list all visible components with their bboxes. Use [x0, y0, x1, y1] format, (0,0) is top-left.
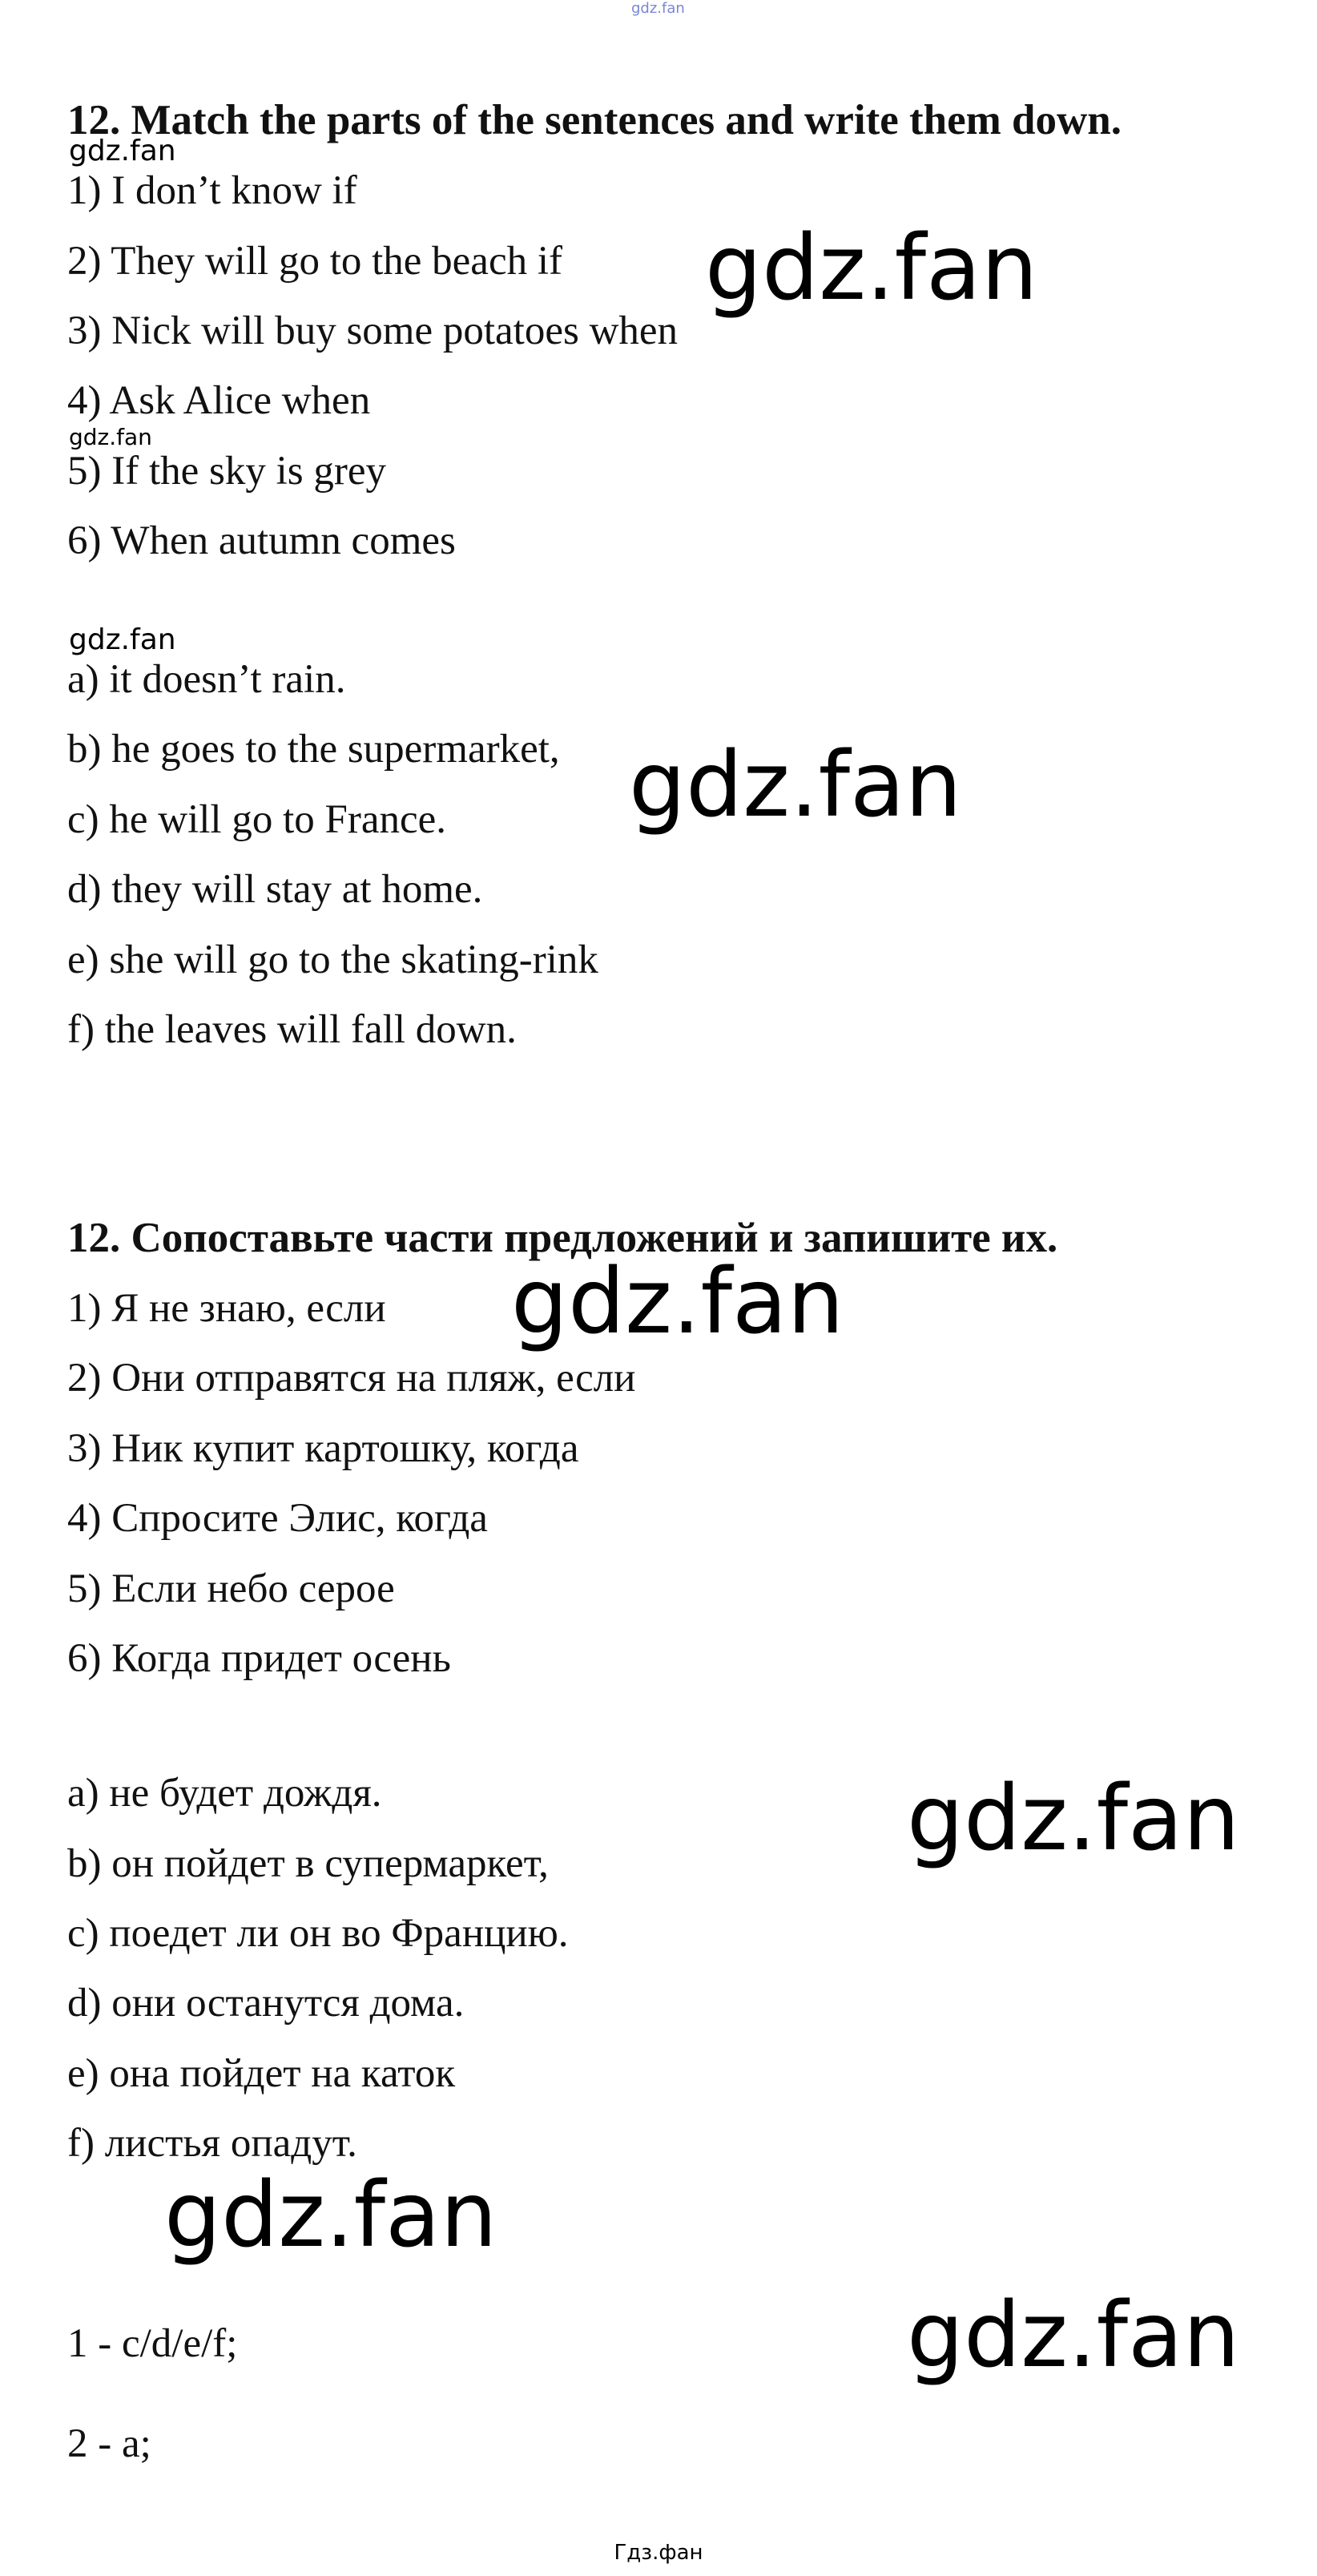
watermark-large: gdz.fan — [164, 2163, 497, 2268]
sentence-ending-c: c) he will go to France. — [67, 797, 447, 842]
watermark-top: gdz.fan — [631, 0, 685, 17]
watermark-large: gdz.fan — [705, 216, 1038, 320]
sentence-ending-ru-f: f) листья опадут. — [67, 2121, 357, 2166]
sentence-start-5: 5) If the sky is grey — [67, 449, 386, 494]
sentence-start-ru-6: 6) Когда придет осень — [67, 1636, 451, 1681]
watermark-large: gdz.fan — [907, 2284, 1240, 2388]
sentence-start-ru-5: 5) Если небо серое — [67, 1566, 395, 1611]
sentence-ending-b: b) he goes to the supermarket, — [67, 727, 560, 772]
footer-watermark: Гдз.фан — [614, 2541, 703, 2565]
sentence-start-ru-2: 2) Они отправятся на пляж, если — [67, 1356, 636, 1401]
watermark-large: gdz.fan — [511, 1250, 844, 1354]
sentence-ending-ru-b: b) он пойдет в супермаркет, — [67, 1841, 549, 1886]
sentence-start-6: 6) When autumn comes — [67, 518, 456, 563]
sentence-start-ru-1: 1) Я не знаю, если — [67, 1286, 386, 1331]
watermark-tiny: gdz.fan — [69, 424, 152, 450]
sentence-ending-ru-e: e) она пойдет на каток — [67, 2051, 456, 2096]
sentence-ending-ru-c: c) поедет ли он во Францию. — [67, 1911, 569, 1956]
exercise-title-russian: 12. Сопоставьте части предложений и запишите их. — [67, 1215, 1058, 1261]
watermark-small: gdz.fan — [69, 135, 176, 167]
sentence-ending-ru-d: d) они останутся дома. — [67, 1981, 465, 2026]
sentence-start-3: 3) Nick will buy some potatoes when — [67, 308, 679, 353]
answer-1: 1 - c/d/e/f; — [67, 2321, 238, 2366]
sentence-start-2: 2) They will go to the beach if — [67, 239, 562, 284]
watermark-large: gdz.fan — [629, 733, 962, 837]
sentence-ending-e: e) she will go to the skating-rink — [67, 937, 598, 982]
sentence-start-ru-4: 4) Спросите Элис, когда — [67, 1496, 488, 1541]
sentence-ending-d: d) they will stay at home. — [67, 867, 483, 912]
sentence-start-ru-3: 3) Ник купит картошку, когда — [67, 1426, 579, 1471]
watermark-small: gdz.fan — [69, 623, 176, 656]
sentence-ending-ru-a: a) не будет дождя. — [67, 1771, 382, 1816]
watermark-large: gdz.fan — [907, 1767, 1240, 1871]
sentence-ending-f: f) the leaves will fall down. — [67, 1007, 517, 1052]
sentence-start-4: 4) Ask Alice when — [67, 378, 371, 423]
exercise-title-english: 12. Match the parts of the sentences and write them down. — [67, 97, 1122, 143]
sentence-start-1: 1) I don’t know if — [67, 168, 357, 213]
answer-2: 2 - a; — [67, 2421, 151, 2466]
sentence-ending-a: a) it doesn’t rain. — [67, 657, 346, 702]
